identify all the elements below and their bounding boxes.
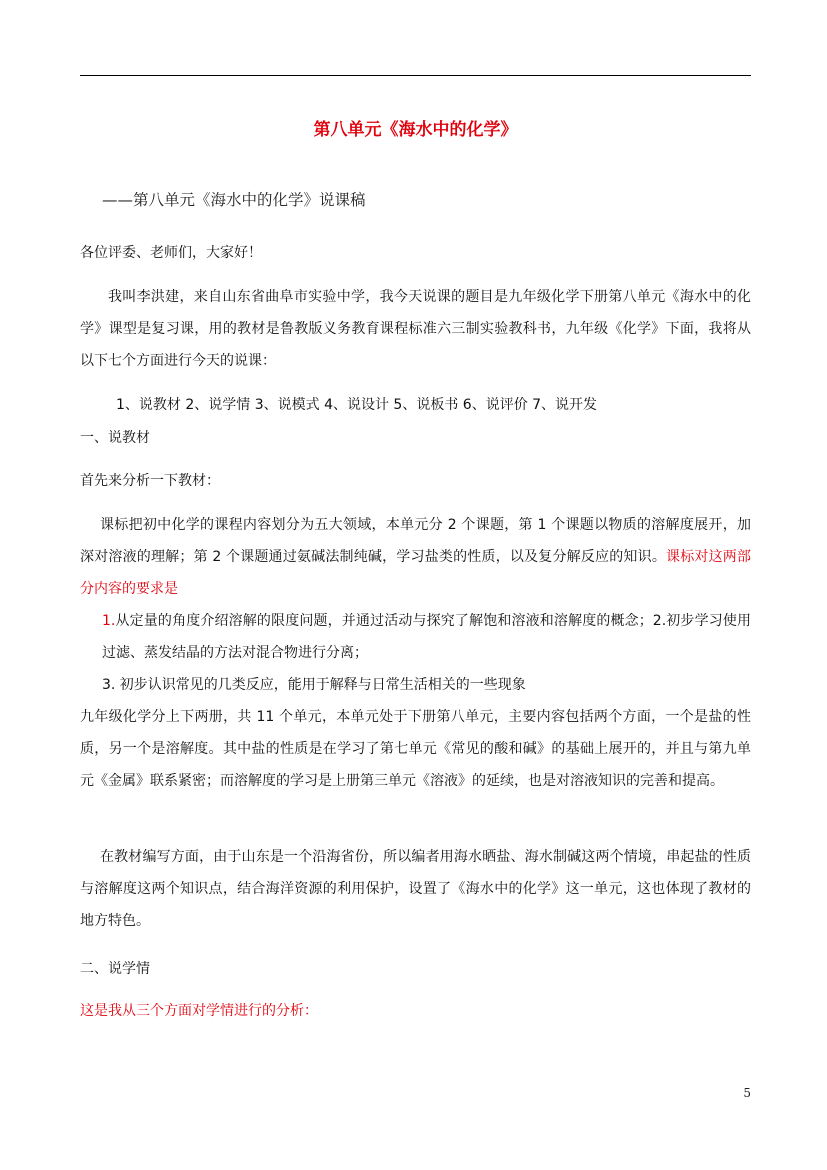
- header-rule: [80, 75, 751, 76]
- requirement-text: 从定量的角度介绍溶解的限度问题，并通过活动与探究了解饱和溶液和溶解度的概念；2.初步学习使用过滤、蒸发结晶的方法对混合物进行分离；: [102, 613, 751, 661]
- requirement-item-3: 3. 初步认识常见的几类反应，能用于解释与日常生活相关的一些现象: [102, 677, 526, 693]
- requirement-item-1: [102, 605, 751, 669]
- curriculum-paragraph: [80, 509, 751, 605]
- learner-analysis-lead: 这是我从三个方面对学情进行的分析：: [80, 1003, 318, 1019]
- analysis-lead: 首先来分析一下教材：: [80, 473, 220, 489]
- curriculum-text: 课标把初中化学的课程内容划分为五大领域，本单元分 2 个课题，第 1 个课题以物质的溶解度展开，加深对溶液的理解；第 2 个课题通过氨碱法制纯碱，学习盐类的性质，以及复分解反应的知识。: [80, 517, 751, 565]
- document-title: 第八单元《海水中的化学》: [313, 120, 518, 140]
- curriculum-requirement-lead: 课标对这两部分内容的要求是: [80, 549, 751, 597]
- requirement-number: 1.: [102, 613, 116, 629]
- greeting: 各位评委、老师们，大家好！: [80, 245, 262, 261]
- section-heading-textbook: 一、说教材: [80, 430, 150, 446]
- intro-paragraph: 我叫李洪建，来自山东省曲阜市实验中学，我今天说课的题目是九年级化学下册第八单元《海水中的化学》课型是复习课，用的教材是鲁教版义务教育课程标准六三制实验教科书，九年级《化学》下面，我将从以下七个方面进行今天的说课：: [80, 289, 751, 369]
- section-heading-learners: 二、说学情: [80, 961, 150, 977]
- outline-list: 1、说教材 2、说学情 3、说模式 4、说设计 5、说板书 6、说评价 7、说开发: [116, 397, 598, 413]
- document-subtitle: ——第八单元《海水中的化学》说课稿: [102, 191, 366, 209]
- editing-paragraph: 在教材编写方面，由于山东是一个沿海省份，所以编者用海水晒盐、海水制碱这两个情境，串起盐的性质与溶解度这两个知识点，结合海洋资源的利用保护，设置了《海水中的化学》这一单元，这也体现了教材的地方特色。: [80, 849, 751, 929]
- page-number: 5: [743, 1086, 751, 1100]
- unit-structure-paragraph: 九年级化学分上下两册，共 11 个单元，本单元处于下册第八单元，主要内容包括两个方面，一个是盐的性质，另一个是溶解度。其中盐的性质是在学习了第七单元《常见的酸和碱》的基础上展开的，并且与第九单元《金属》联系紧密；而溶解度的学习是上册第三单元《溶液》的延续，也是对溶液知识的完善和提高。: [80, 709, 751, 789]
